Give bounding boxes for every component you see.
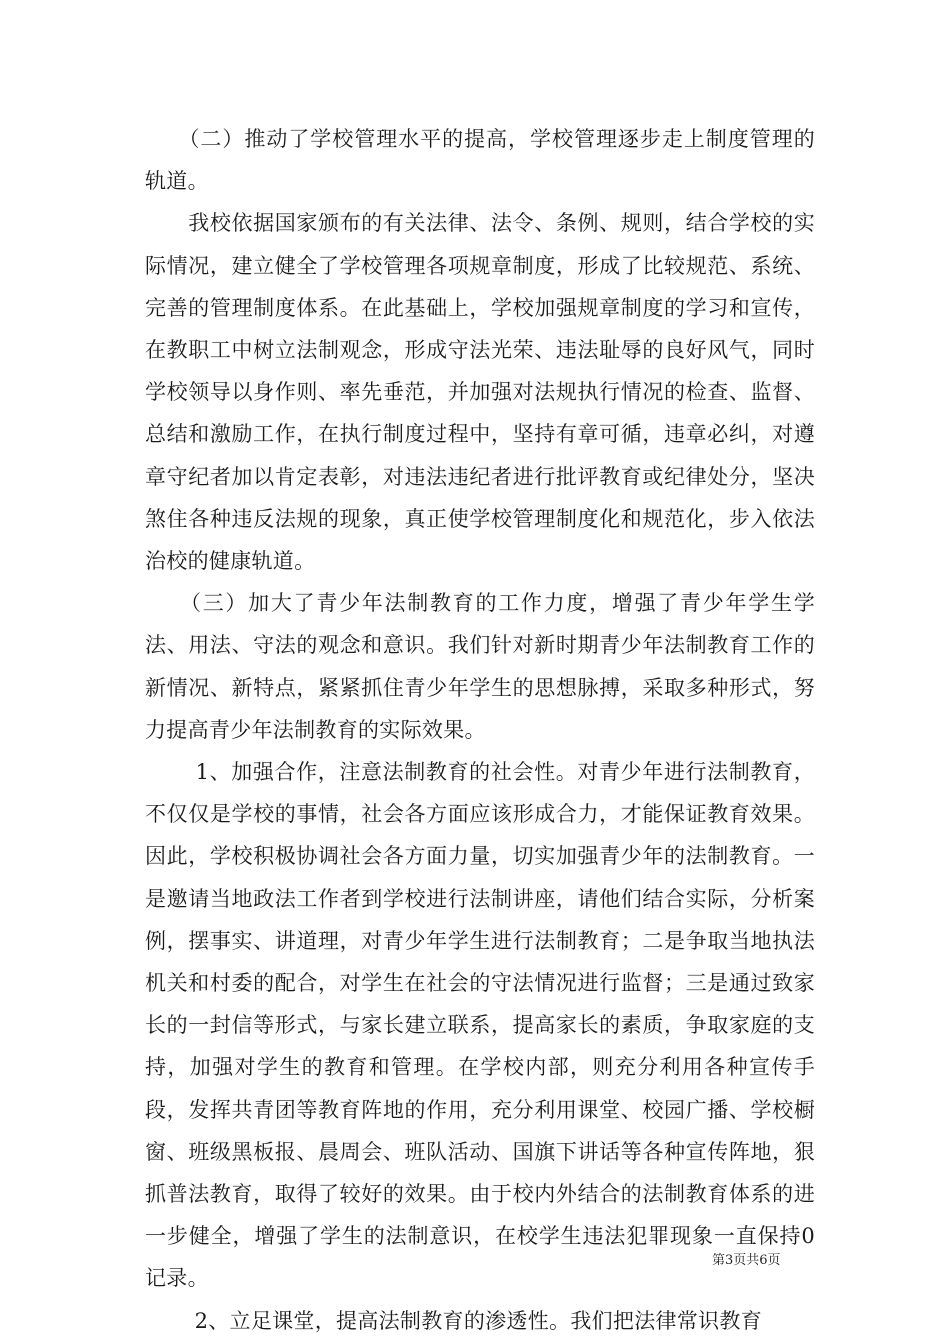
page-number-footer: 第3页共6页	[712, 1253, 781, 1268]
paragraph-classroom: 2、立足课堂，提高法制教育的渗透性。我们把法律常识教育	[145, 1308, 763, 1333]
paragraph-section-3-heading: （三）加大了青少年法制教育的工作力度，增强了青少年学生学法、用法、守法的观念和意识。我们针对新时期青少年法制教育工作的新情况、新特点，紧紧抓住青少年学生的思想脉搏，采取多种形式，努力提高青少年法制教育的实际效果。	[145, 591, 815, 742]
document-body	[145, 118, 815, 1342]
paragraph-cooperation: 1、加强合作，注意法制教育的社会性。对青少年进行法制教育，不仅仅是学校的事情，社会各方面应该形成合力，才能保证教育效果。因此，学校积极协调社会各方面力量，切实加强青少年的法制教育。一是邀请当地政法工作者到学校进行法制讲座，请他们结合实际，分析案例，摆事实、讲道理，对青少年学生进行法制教育；二是争取当地执法机关和村委的配合，对学生在社会的守法情况进行监督；三是通过致家长的一封信等形式，与家长建立联系，提高家长的素质，争取家庭的支持，加强对学生的教育和管理。在学校内部，则充分利用各种宣传手段，发挥共青团等教育阵地的作用，充分利用课堂、校园广播、学校橱窗、班级黑板报、晨周会、班队活动、国旗下讲话等各种宣传阵地，狠抓普法教育，取得了较好的效果。由于校内外结合的法制教育体系的进一步健全，增强了学生的法制意识，在校学生违法犯罪现象一直保持0记录。	[145, 760, 815, 1291]
paragraph-school-management: 我校依据国家颁布的有关法律、法令、条例、规则，结合学校的实际情况，建立健全了学校管理各项规章制度，形成了比较规范、系统、完善的管理制度体系。在此基础上，学校加强规章制度的学习和宣传，在教职工中树立法制观念，形成守法光荣、违法耻辱的良好风气，同时学校领导以身作则、率先垂范，并加强对法规执行情况的检查、监督、总结和激励工作，在执行制度过程中，坚持有章可循，违章必纠，对遵章守纪者加以肯定表彰，对违法违纪者进行批评教育或纪律处分，坚决煞住各种违反法规的现象，真正使学校管理制度化和规范化，步入依法治校的健康轨道。	[145, 211, 815, 574]
paragraph-section-2-heading: （二）推动了学校管理水平的提高，学校管理逐步走上制度管理的轨道。	[145, 127, 815, 194]
